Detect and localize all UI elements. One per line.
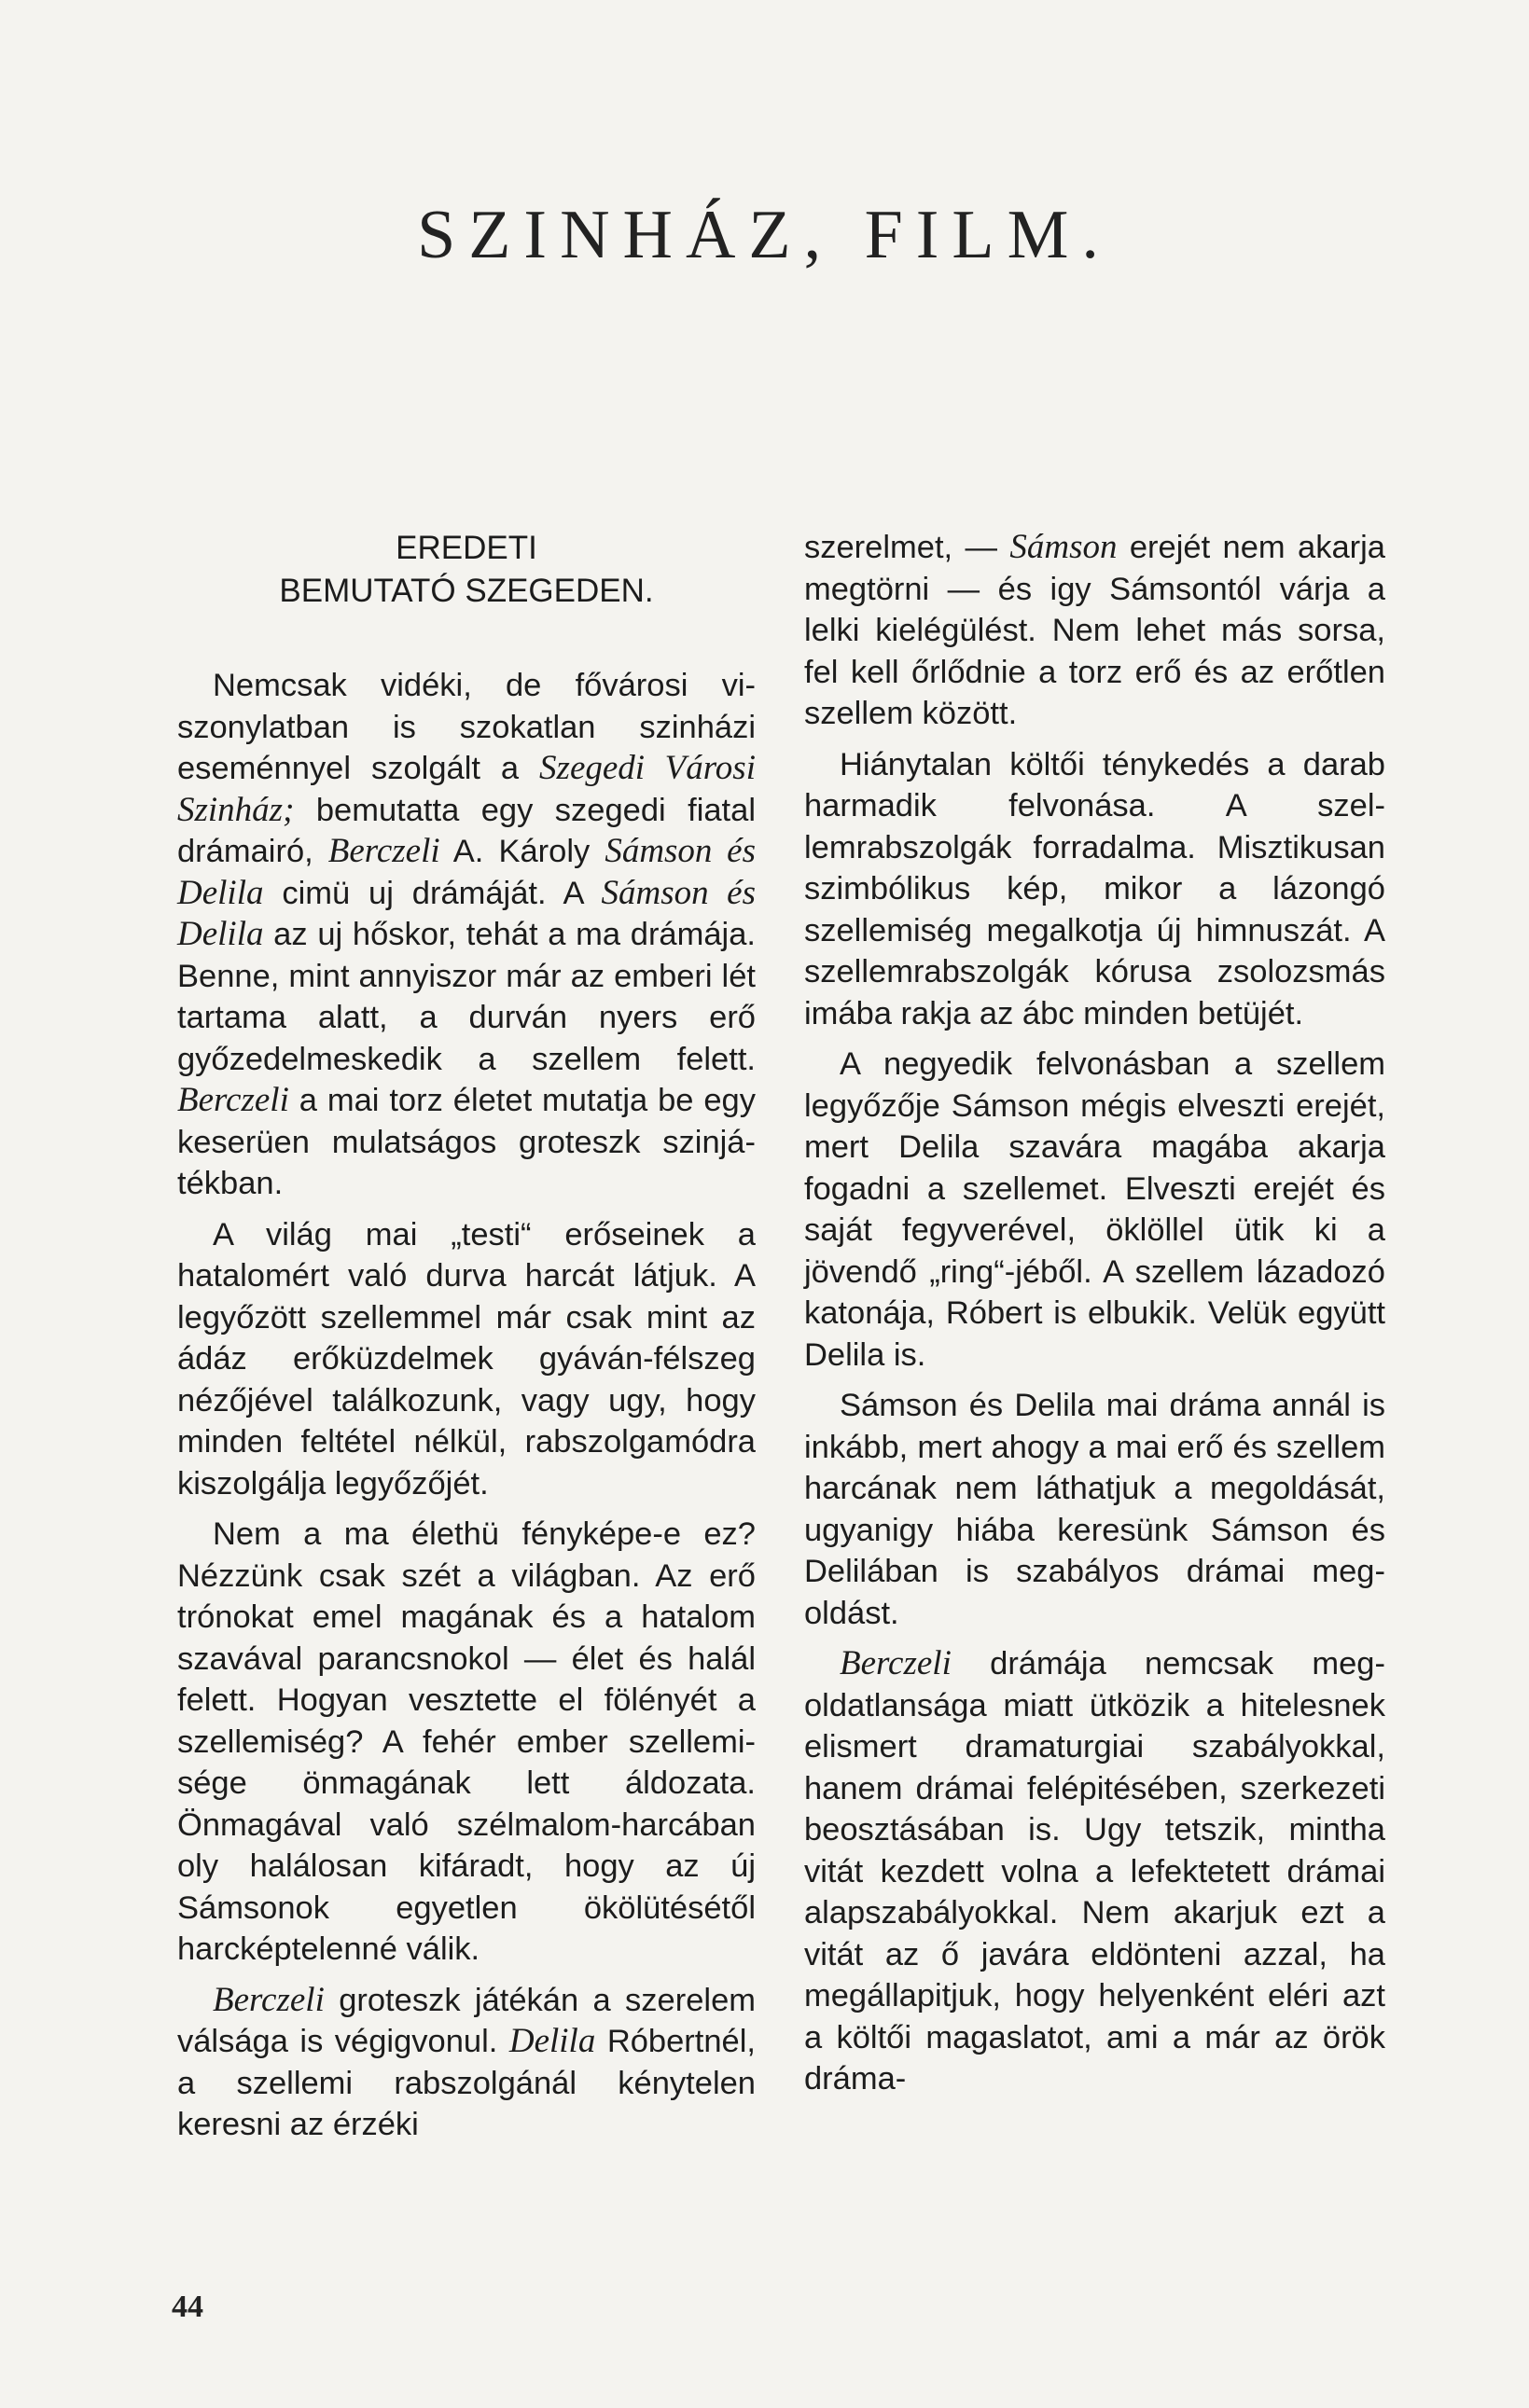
paragraph — [804, 1643, 1385, 2100]
text-run: a mai torz életet mutatja be egy keserüen mulatságos groteszk szinjátékban. — [177, 1083, 756, 1201]
italic-name: Berczeli — [213, 1980, 325, 2019]
italic-name: Sámson és Delila — [177, 873, 756, 953]
text-run: groteszk játékán a szerelem válsága is végigvonul. — [177, 1982, 756, 2059]
paragraph — [177, 1514, 756, 1971]
paragraph — [177, 1214, 756, 1505]
italic-name: Berczeli — [177, 1081, 289, 1119]
text-run: az uj hőskor, tehát a ma drámája. Benne, mint annyiszor már az emberi lét tartama alatt, a durván nyers erő győzedelmeskedik a szellem felett. — [177, 917, 756, 1077]
text-run: Nem a ma élethü fényképe-e ez? Nézzünk csak szét a világban. Az erő trónokat emel magának és a hatalom szavával parancsnokol — élet és halál felett. Hogyan vesztette el fölényét a szellemiség? A fehér ember szellemisége önmagának lett áldozata. Önmagával való szélmalom-harcában oly halálosan kifáradt, hogy az új Sámsonok egyetlen ökölütésétől harcképtelenné válik. — [177, 1516, 756, 1967]
italic-name: Sámson — [1009, 528, 1118, 566]
left-column — [177, 527, 756, 2155]
text-run: Sámson és Delila mai dráma annál is inkább, mert ahogy a mai erő és szellem harcának nem láthatjuk a megoldását, ugyanigy hiába keresünk Sámson és Delilában is szabályos drámai megoldást. — [804, 1388, 1385, 1631]
text-run: A. Károly — [439, 834, 605, 869]
paragraph — [804, 1044, 1385, 1376]
text-run: cimü uj drámáját. A — [263, 875, 602, 911]
text-run: bemutatta egy szegedi fiatal drámairó, — [177, 792, 756, 869]
paragraph — [177, 1980, 756, 2146]
italic-name: Delila — [508, 2022, 596, 2060]
text-run: erejét nem akarja megtörni — és igy Sámsontól várja a lelki kielégülést. Nem lehet más sorsa, fel kell őrlődnie a torz erő és az erőtlen szellem között. — [804, 530, 1385, 731]
section-title: SZINHÁZ, FILM. — [417, 197, 1112, 273]
text-run: Róbertnél, a szellemi rabszolgánál kénytelen keresni az érzéki — [177, 2024, 756, 2142]
heading-line-1: EREDETI — [396, 530, 537, 566]
text-run: A negyedik felvonásban a szellem legyőzője Sámson mégis elveszti erejét, mert Delila szavára magába akarja fogadni a szellemet. Elveszti erejét és saját fegyverével, öklöllel ütik ki a jövendő „ring“-jéből. A szellem lázadozó katonája, Róbert is elbukik. Velük együtt Delila is. — [804, 1046, 1385, 1373]
text-run: Hiánytalan költői ténykedés a darab harmadik felvonása. A szellemrabszolgák forradalma. Misztikusan szimbólikus kép, mikor a lázongó szellemiség megalkotja új himnuszát. A szellemrabszolgák kórusa zsolozsmás imába rakja az ábc minden betüjét. — [804, 746, 1385, 1031]
paragraph — [804, 1385, 1385, 1634]
heading-line-2: BEMUTATÓ SZEGEDEN. — [279, 573, 654, 609]
text-run: szerelmet, — — [804, 530, 1010, 565]
right-column — [804, 527, 1385, 2110]
paragraph — [804, 744, 1385, 1035]
paragraph — [804, 527, 1385, 735]
text-run: A világ mai „testi“ erőseinek a hatalomért való durva harcát látjuk. A legyőzött szellemmel már csak mint az ádáz erőküzdelmek gyáván-félszeg nézőjével találkozunk, vagy ugy, hogy minden feltétel nélkül, rabszolgamódra kiszolgálja legyőzőjét. — [177, 1216, 756, 1502]
italic-name: Berczeli — [840, 1644, 952, 1682]
text-run: Nemcsak vidéki, de fővárosi viszonylatban is szokatlan szinházi eseménnyel szolgált a — [177, 668, 756, 786]
article-heading — [177, 527, 756, 613]
italic-name: Sámson és Delila — [177, 832, 756, 912]
page-number: 44 — [172, 2290, 203, 2324]
paragraph — [177, 665, 756, 1205]
italic-name: Berczeli — [327, 832, 440, 870]
italic-name: Szegedi Városi Szinház; — [177, 749, 756, 829]
text-run: drámája nemcsak megoldatlansága miatt ütközik a hitelesnek elismert dramaturgiai szabályokkal, hanem drámai felépitésében, szerkezeti beosztásában is. Ugy tetszik, mintha vitát kezdett volna a lefektetett drámai alapszabályokkal. Nem akarjuk ezt a vitát az ő javára eldönteni azzal, ha megállapitjuk, hogy helyenként eléri azt a költői magaslatot, ami a már az örök dráma- — [804, 1646, 1385, 2097]
